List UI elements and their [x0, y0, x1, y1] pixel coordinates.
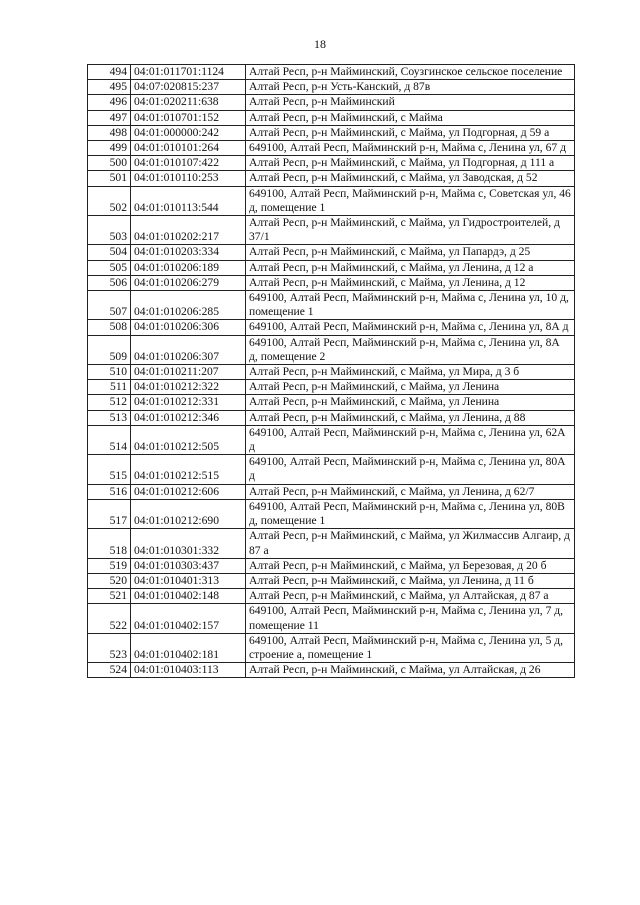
address-cell: Алтай Респ, р-н Майминский, с Майма, ул Подгорная, д 111 а: [246, 156, 575, 171]
table-row: [88, 125, 575, 140]
address-cell: 649100, Алтай Респ, Майминский р-н, Майма с, Ленина ул, 8А д: [246, 320, 575, 335]
cadastral-number-cell: 04:01:010101:264: [131, 141, 246, 156]
row-number-cell: 524: [88, 663, 131, 678]
address-cell: 649100, Алтай Респ, Майминский р-н, Майма с, Ленина ул, 8А д, помещение 2: [246, 335, 575, 364]
table-row: [88, 410, 575, 425]
address-cell: Алтай Респ, р-н Майминский, с Майма, ул Заводская, д 52: [246, 171, 575, 186]
table-row: [88, 171, 575, 186]
address-cell: Алтай Респ, р-н Майминский, с Майма, ул Папардэ, д 25: [246, 245, 575, 260]
cadastral-number-cell: 04:01:010203:334: [131, 245, 246, 260]
row-number-cell: 515: [88, 455, 131, 484]
table-row: [88, 604, 575, 633]
row-number-cell: 511: [88, 380, 131, 395]
cadastral-number-cell: 04:01:010212:331: [131, 395, 246, 410]
cadastral-number-cell: 04:01:010402:148: [131, 589, 246, 604]
cadastral-number-cell: 04:01:010206:285: [131, 291, 246, 320]
row-number-cell: 514: [88, 425, 131, 454]
cadastral-number-cell: 04:01:010212:515: [131, 455, 246, 484]
address-cell: Алтай Респ, р-н Майминский, с Майма, ул Подгорная, д 59 а: [246, 125, 575, 140]
cadastral-number-cell: 04:01:010301:332: [131, 529, 246, 558]
address-cell: Алтай Респ, р-н Майминский, с Майма, ул Мира, д 3 б: [246, 365, 575, 380]
table-row: [88, 245, 575, 260]
row-number-cell: 522: [88, 604, 131, 633]
address-cell: 649100, Алтай Респ, Майминский р-н, Майма с, Ленина ул, 5 д, строение а, помещение 1: [246, 633, 575, 662]
address-cell: Алтай Респ, р-н Майминский, с Майма, ул Ленина, д 62/7: [246, 484, 575, 499]
row-number-cell: 503: [88, 216, 131, 245]
table-row: [88, 365, 575, 380]
address-cell: 649100, Алтай Респ, Майминский р-н, Майма с, Ленина ул, 67 д: [246, 141, 575, 156]
row-number-cell: 508: [88, 320, 131, 335]
address-cell: Алтай Респ, р-н Майминский, с Майма, ул Гидростроителей, д 37/1: [246, 216, 575, 245]
cadastral-number-cell: 04:01:020211:638: [131, 95, 246, 110]
table-row: [88, 260, 575, 275]
row-number-cell: 510: [88, 365, 131, 380]
row-number-cell: 499: [88, 141, 131, 156]
table-row: [88, 573, 575, 588]
table-row: [88, 156, 575, 171]
cadastral-number-cell: 04:01:010206:279: [131, 275, 246, 290]
table-row: [88, 558, 575, 573]
table-row: [88, 186, 575, 215]
address-cell: Алтай Респ, р-н Майминский, с Майма, ул Ленина, д 11 б: [246, 573, 575, 588]
cadastral-number-cell: 04:01:010212:346: [131, 410, 246, 425]
address-cell: 649100, Алтай Респ, Майминский р-н, Майма с, Ленина ул, 7 д, помещение 11: [246, 604, 575, 633]
table-row: [88, 633, 575, 662]
cadastral-number-cell: 04:01:010206:189: [131, 260, 246, 275]
table-row: [88, 80, 575, 95]
address-cell: Алтай Респ, р-н Майминский, с Майма, ул Ленина, д 12 а: [246, 260, 575, 275]
cadastral-number-cell: 04:01:010110:253: [131, 171, 246, 186]
row-number-cell: 513: [88, 410, 131, 425]
table-row: [88, 499, 575, 528]
address-cell: Алтай Респ, р-н Майминский, с Майма, ул Ленина, д 88: [246, 410, 575, 425]
table-row: [88, 425, 575, 454]
cadastral-number-cell: 04:01:010303:437: [131, 558, 246, 573]
row-number-cell: 505: [88, 260, 131, 275]
table-row: [88, 589, 575, 604]
table-row: [88, 110, 575, 125]
table-row: [88, 291, 575, 320]
address-cell: Алтай Респ, р-н Майминский, Соузгинское сельское поселение: [246, 65, 575, 80]
cadastral-number-cell: 04:01:010403:113: [131, 663, 246, 678]
row-number-cell: 497: [88, 110, 131, 125]
address-cell: Алтай Респ, р-н Майминский, с Майма, ул Ленина: [246, 395, 575, 410]
table-row: [88, 320, 575, 335]
address-cell: Алтай Респ, р-н Майминский, с Майма, ул Алтайская, д 87 а: [246, 589, 575, 604]
row-number-cell: 517: [88, 499, 131, 528]
registry-table-body: [88, 65, 575, 678]
address-cell: 649100, Алтай Респ, Майминский р-н, Майма с, Ленина ул, 80В д, помещение 1: [246, 499, 575, 528]
cadastral-number-cell: 04:01:010107:422: [131, 156, 246, 171]
cadastral-number-cell: 04:01:010206:306: [131, 320, 246, 335]
cadastral-number-cell: 04:01:011701:1124: [131, 65, 246, 80]
address-cell: Алтай Респ, р-н Майминский, с Майма: [246, 110, 575, 125]
row-number-cell: 504: [88, 245, 131, 260]
address-cell: 649100, Алтай Респ, Майминский р-н, Майма с, Советская ул, 46 д, помещение 1: [246, 186, 575, 215]
table-row: [88, 529, 575, 558]
row-number-cell: 520: [88, 573, 131, 588]
table-row: [88, 65, 575, 80]
row-number-cell: 496: [88, 95, 131, 110]
cadastral-number-cell: 04:01:010212:322: [131, 380, 246, 395]
address-cell: 649100, Алтай Респ, Майминский р-н, Майма с, Ленина ул, 10 д, помещение 1: [246, 291, 575, 320]
cadastral-number-cell: 04:01:010211:207: [131, 365, 246, 380]
row-number-cell: 494: [88, 65, 131, 80]
row-number-cell: 516: [88, 484, 131, 499]
cadastral-number-cell: 04:01:010202:217: [131, 216, 246, 245]
cadastral-number-cell: 04:01:000000:242: [131, 125, 246, 140]
address-cell: Алтай Респ, р-н Майминский: [246, 95, 575, 110]
cadastral-number-cell: 04:01:010113:544: [131, 186, 246, 215]
page-number: 18: [314, 37, 326, 51]
table-row: [88, 275, 575, 290]
address-cell: Алтай Респ, р-н Майминский, с Майма, ул Жилмассив Алгаир, д 87 а: [246, 529, 575, 558]
table-row: [88, 484, 575, 499]
cadastral-number-cell: 04:01:010402:181: [131, 633, 246, 662]
row-number-cell: 500: [88, 156, 131, 171]
registry-table: [87, 64, 575, 678]
address-cell: 649100, Алтай Респ, Майминский р-н, Майма с, Ленина ул, 62А д: [246, 425, 575, 454]
table-row: [88, 380, 575, 395]
cadastral-number-cell: 04:01:010212:606: [131, 484, 246, 499]
cadastral-number-cell: 04:01:010401:313: [131, 573, 246, 588]
address-cell: Алтай Респ, р-н Усть-Канский, д 87в: [246, 80, 575, 95]
row-number-cell: 523: [88, 633, 131, 662]
address-cell: Алтай Респ, р-н Майминский, с Майма, ул Ленина: [246, 380, 575, 395]
row-number-cell: 512: [88, 395, 131, 410]
row-number-cell: 509: [88, 335, 131, 364]
table-row: [88, 455, 575, 484]
row-number-cell: 501: [88, 171, 131, 186]
table-row: [88, 216, 575, 245]
row-number-cell: 507: [88, 291, 131, 320]
table-row: [88, 395, 575, 410]
table-row: [88, 663, 575, 678]
row-number-cell: 518: [88, 529, 131, 558]
row-number-cell: 502: [88, 186, 131, 215]
address-cell: Алтай Респ, р-н Майминский, с Майма, ул Ленина, д 12: [246, 275, 575, 290]
cadastral-number-cell: 04:07:020815:237: [131, 80, 246, 95]
table-row: [88, 95, 575, 110]
cadastral-number-cell: 04:01:010212:690: [131, 499, 246, 528]
table-row: [88, 141, 575, 156]
table-row: [88, 335, 575, 364]
address-cell: Алтай Респ, р-н Майминский, с Майма, ул Березовая, д 20 б: [246, 558, 575, 573]
row-number-cell: 519: [88, 558, 131, 573]
row-number-cell: 506: [88, 275, 131, 290]
cadastral-number-cell: 04:01:010402:157: [131, 604, 246, 633]
cadastral-number-cell: 04:01:010701:152: [131, 110, 246, 125]
row-number-cell: 498: [88, 125, 131, 140]
row-number-cell: 521: [88, 589, 131, 604]
cadastral-number-cell: 04:01:010212:505: [131, 425, 246, 454]
row-number-cell: 495: [88, 80, 131, 95]
address-cell: 649100, Алтай Респ, Майминский р-н, Майма с, Ленина ул, 80А д: [246, 455, 575, 484]
cadastral-number-cell: 04:01:010206:307: [131, 335, 246, 364]
address-cell: Алтай Респ, р-н Майминский, с Майма, ул Алтайская, д 26: [246, 663, 575, 678]
